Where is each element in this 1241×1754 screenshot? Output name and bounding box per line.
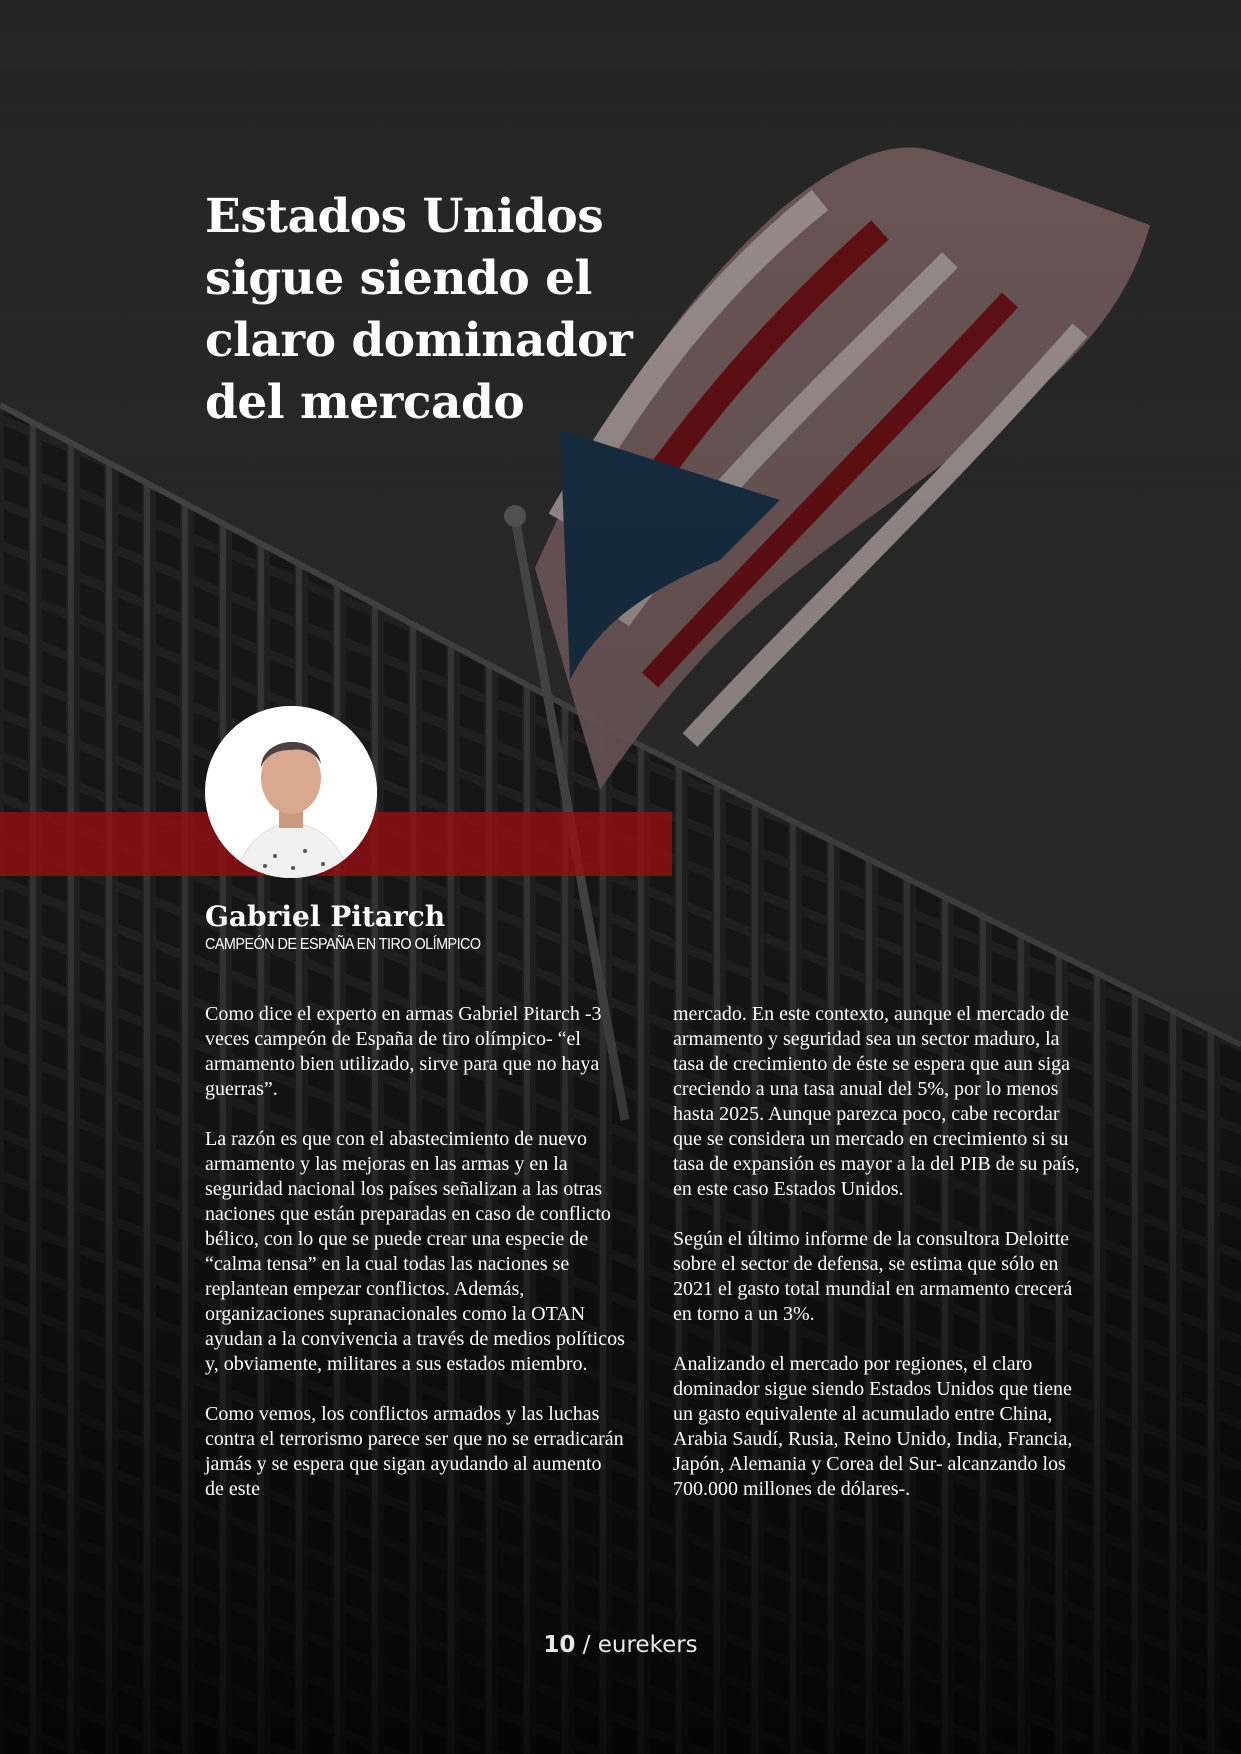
footer-separator: / (575, 1632, 598, 1658)
article-title (205, 186, 665, 434)
paragraph: La razón es que con el abastecimiento de nuevo armamento y las mejoras en las armas y en la seguridad nacional los países señalizan a las otras naciones que están preparadas en caso de conflicto bélico, con lo que se puede crear una especie de “calma tensa” en la cual todas las naciones se replantean empezar conflictos. Además, organizaciones supranacionales como la OTAN ayudan a la convivencia a través de medios políticos y, obviamente, militares a sus estados miembro. (205, 1128, 625, 1375)
paragraph: mercado. En este contexto, aunque el mercado de armamento y seguridad sea un sector maduro, la tasa de crecimiento de éste se espera que aun siga creciendo a una tasa anual del 5%, por lo menos hasta 2025. Aunque parezca poco, cabe recordar que se considera un mercado en crecimiento si su tasa de expansión es mayor a la del PIB de su país, en este caso Estados Unidos. (673, 1003, 1080, 1200)
author-role: CAMPEÓN DE ESPAÑA EN TIRO OLÍMPICO (205, 936, 481, 953)
paragraph: Como vemos, los conflictos armados y las luchas contra el terrorismo parece ser que no se erradicarán jamás y se espera que sigan ayudando al aumento de este (205, 1403, 624, 1500)
paragraph: Analizando el mercado por regiones, el claro dominador sigue siendo Estados Unidos que tiene un gasto equivalente al acumulado entre China, Arabia Saudí, Rusia, Reino Unido, India, Francia, Japón, Alemania y Corea del Sur- alcanzando los 700.000 millones de dólares-. (673, 1353, 1073, 1500)
author-avatar (205, 706, 377, 878)
publication-name: eurekers (597, 1632, 698, 1658)
article-column-right (673, 1002, 1093, 1527)
title-line: claro dominador (205, 313, 633, 368)
page-footer (0, 1630, 1241, 1660)
article-column-left (205, 1002, 625, 1527)
title-line: sigue siendo el (205, 251, 592, 306)
author-name: Gabriel Pitarch (205, 900, 446, 933)
title-line: del mercado (205, 375, 525, 430)
author-portrait-icon (205, 706, 377, 878)
page-number: 10 (543, 1632, 576, 1658)
paragraph: Como dice el experto en armas Gabriel Pitarch -3 veces campeón de España de tiro olímpico- “el armamento bien utilizado, sirve para que no haya guerras”. (205, 1003, 602, 1100)
title-line: Estados Unidos (205, 189, 604, 244)
paragraph: Según el último informe de la consultora Deloitte sobre el sector de defensa, se estima que sólo en 2021 el gasto total mundial en armamento crecerá en torno a un 3%. (673, 1228, 1073, 1325)
